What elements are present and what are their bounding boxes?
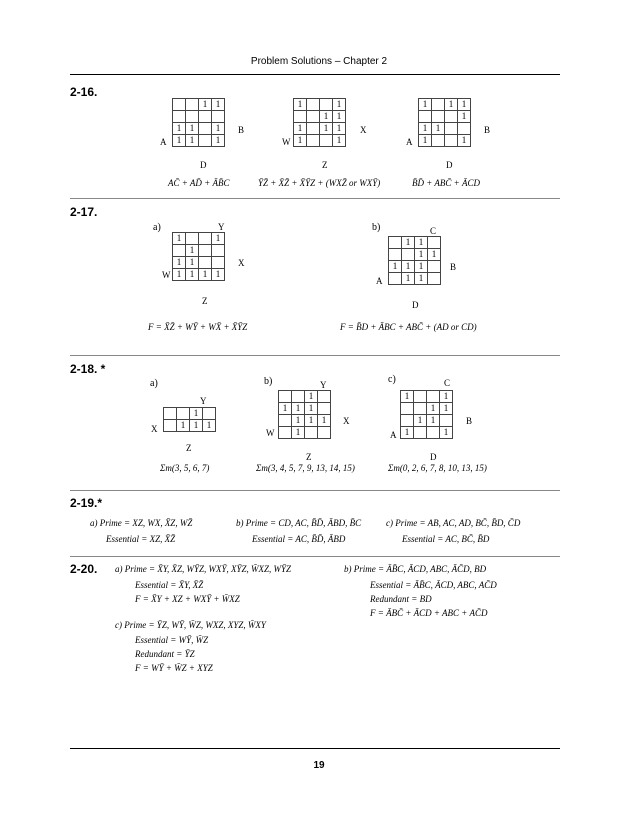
kmap-cell — [432, 135, 445, 147]
2-20-a-essential: Essential = X̄Y, X̄Z̄ — [135, 580, 204, 590]
kmap-cell: 1 — [190, 420, 203, 432]
kmap-var: X — [360, 125, 367, 135]
expr-2-16-1: AC̄ + AD̄ + ĀB̄C — [168, 178, 230, 188]
kmap-cell: 1 — [292, 403, 305, 415]
kmap-cell — [440, 415, 453, 427]
problem-2-17-label: 2-17. — [70, 205, 98, 219]
kmap-cell — [445, 123, 458, 135]
kmap-cell: 1 — [173, 233, 186, 245]
kmap-cell — [320, 135, 333, 147]
kmap-cell: 1 — [177, 420, 190, 432]
kmap-cell: 1 — [320, 111, 333, 123]
kmap-cell — [173, 245, 186, 257]
kmap-cell — [177, 408, 190, 420]
kmap-cell: 1 — [415, 273, 428, 285]
kmap-var: Z — [306, 452, 312, 462]
kmap-var: D — [446, 160, 453, 170]
kmap-cell: 1 — [186, 257, 199, 269]
kmap-cell: 1 — [333, 135, 346, 147]
kmap-cell — [212, 245, 225, 257]
kmap-cell: 1 — [427, 403, 440, 415]
kmap-cell: 1 — [415, 237, 428, 249]
kmap-cell: 1 — [294, 135, 307, 147]
kmap-cell — [419, 111, 432, 123]
kmap-var: Y — [200, 396, 207, 406]
kmap-cell — [164, 408, 177, 420]
kmap-cell: 1 — [186, 123, 199, 135]
kmap-cell: 1 — [440, 427, 453, 439]
2-20-b-prime: b) Prime = ĀB̄C, ĀCD, ABC, ĀC̄D, BD — [344, 564, 487, 574]
kmap-cell — [199, 245, 212, 257]
kmap-cell: 1 — [419, 99, 432, 111]
kmap-var: D — [200, 160, 207, 170]
part-a-label: a) — [153, 222, 161, 233]
kmap-2-18-b — [278, 390, 331, 439]
kmap-cell: 1 — [173, 269, 186, 281]
sum-2-18-a: Σm(3, 5, 6, 7) — [160, 463, 210, 473]
kmap-cell — [445, 111, 458, 123]
problem-2-18-label: 2-18. * — [70, 362, 106, 376]
part-c-label: c) — [388, 374, 396, 385]
kmap-cell: 1 — [212, 123, 225, 135]
kmap-cell: 1 — [415, 249, 428, 261]
kmap-cell: 1 — [212, 135, 225, 147]
kmap-var: A — [376, 276, 383, 286]
kmap-var: D — [430, 452, 437, 462]
kmap-var: A — [406, 137, 413, 147]
kmap-cell: 1 — [440, 403, 453, 415]
kmap-var: W — [266, 428, 275, 438]
expr-2-17-a: F = X̄Z̄ + WȲ + WX̄ + X̄ȲZ — [148, 322, 248, 332]
kmap-grid — [388, 236, 441, 285]
kmap-var: B — [466, 416, 473, 426]
kmap-var: B — [484, 125, 491, 135]
kmap-cell — [427, 427, 440, 439]
kmap-cell — [318, 427, 331, 439]
kmap-cell — [305, 427, 318, 439]
kmap-cell — [428, 261, 441, 273]
kmap-var: D — [412, 300, 419, 310]
kmap-var: W — [162, 270, 171, 280]
kmap-cell — [279, 415, 292, 427]
kmap-cell: 1 — [186, 245, 199, 257]
kmap-cell: 1 — [318, 415, 331, 427]
kmap-cell — [199, 233, 212, 245]
kmap-cell — [307, 123, 320, 135]
problem-2-16-label: 2-16. — [70, 85, 98, 99]
kmap-var: Z — [186, 443, 192, 453]
kmap-cell — [173, 111, 186, 123]
kmap-cell: 1 — [402, 261, 415, 273]
kmap-var: A — [390, 430, 397, 440]
kmap-cell — [445, 135, 458, 147]
kmap-var: B — [238, 125, 245, 135]
kmap-cell: 1 — [414, 415, 427, 427]
kmap-cell — [318, 391, 331, 403]
section-rule — [70, 355, 560, 356]
kmap-cell: 1 — [190, 408, 203, 420]
kmap-cell — [199, 111, 212, 123]
kmap-cell: 1 — [320, 123, 333, 135]
kmap-cell — [401, 403, 414, 415]
kmap-cell — [292, 391, 305, 403]
kmap-cell: 1 — [389, 261, 402, 273]
kmap-cell — [414, 427, 427, 439]
2-19-a-prime: a) Prime = XZ, WX, X̄Z, WZ̄ — [90, 518, 193, 528]
kmap-cell — [428, 237, 441, 249]
kmap-cell: 1 — [173, 123, 186, 135]
kmap-cell: 1 — [186, 269, 199, 281]
kmap-cell — [164, 420, 177, 432]
kmap-2-18-a — [163, 407, 216, 432]
kmap-cell — [307, 111, 320, 123]
2-20-c-function: F = WȲ + W̄Z + XYZ — [135, 663, 213, 673]
kmap-2-16-2 — [293, 98, 346, 147]
kmap-cell — [279, 391, 292, 403]
kmap-var: X — [151, 424, 158, 434]
kmap-2-16-1 — [172, 98, 225, 147]
kmap-grid — [418, 98, 471, 147]
kmap-cell: 1 — [419, 123, 432, 135]
kmap-var: B — [450, 262, 457, 272]
expr-2-16-3: B̄D̄ + ABC̄ + ĀCD — [412, 178, 480, 188]
kmap-cell: 1 — [212, 269, 225, 281]
header-rule — [70, 74, 560, 75]
kmap-var: C — [430, 226, 437, 236]
kmap-cell — [294, 111, 307, 123]
kmap-cell: 1 — [415, 261, 428, 273]
kmap-cell: 1 — [333, 99, 346, 111]
kmap-cell — [389, 273, 402, 285]
2-19-c-prime: c) Prime = AB, AC, AD, BC̄, B̄D, C̄D — [386, 518, 521, 528]
kmap-cell: 1 — [428, 249, 441, 261]
part-a-label: a) — [150, 378, 158, 389]
2-20-b-function: F = ĀBC̄ + ĀCD + ABC + AC̄D — [370, 608, 488, 618]
kmap-cell: 1 — [199, 269, 212, 281]
kmap-var: Z — [322, 160, 328, 170]
kmap-var: X — [343, 416, 350, 426]
kmap-cell: 1 — [173, 135, 186, 147]
kmap-cell — [414, 403, 427, 415]
kmap-cell — [279, 427, 292, 439]
kmap-cell — [307, 135, 320, 147]
kmap-cell: 1 — [402, 273, 415, 285]
kmap-cell: 1 — [458, 111, 471, 123]
kmap-cell — [389, 237, 402, 249]
kmap-cell — [186, 111, 199, 123]
kmap-cell: 1 — [445, 99, 458, 111]
kmap-cell: 1 — [203, 420, 216, 432]
kmap-cell: 1 — [186, 135, 199, 147]
kmap-cell — [432, 99, 445, 111]
kmap-cell — [414, 391, 427, 403]
2-20-c-prime: c) Prime = ȲZ, WȲ, W̄Z, WXZ, XYZ, W̄XY — [115, 620, 266, 630]
kmap-cell: 1 — [212, 99, 225, 111]
kmap-cell — [307, 99, 320, 111]
kmap-cell — [402, 249, 415, 261]
page-header: Problem Solutions – Chapter 2 — [250, 56, 388, 67]
sum-2-18-c: Σm(0, 2, 6, 7, 8, 10, 13, 15) — [388, 463, 487, 473]
expr-2-17-b: F = B̄D + ĀBC + ABC̄ + (AD or CD) — [340, 322, 477, 332]
kmap-cell: 1 — [294, 99, 307, 111]
section-rule — [70, 198, 560, 199]
kmap-cell: 1 — [199, 99, 212, 111]
expr-2-16-2: ȲZ̄ + X̄Z̄ + X̄ȲZ + (WXZ̄ or WXȲ) — [258, 178, 381, 188]
kmap-cell: 1 — [292, 427, 305, 439]
footer-rule — [70, 748, 560, 749]
problem-2-19-label: 2-19.* — [70, 496, 103, 510]
kmap-cell: 1 — [212, 233, 225, 245]
kmap-var: C — [444, 378, 451, 388]
kmap-cell: 1 — [294, 123, 307, 135]
kmap-cell — [173, 99, 186, 111]
kmap-cell: 1 — [292, 415, 305, 427]
kmap-cell: 1 — [401, 427, 414, 439]
2-20-c-redundant: Redundant = ȲZ — [135, 649, 195, 659]
kmap-cell — [318, 403, 331, 415]
kmap-cell — [186, 99, 199, 111]
kmap-cell: 1 — [279, 403, 292, 415]
kmap-grid — [278, 390, 331, 439]
2-20-c-essential: Essential = WȲ, W̄Z — [135, 635, 209, 645]
kmap-grid — [172, 98, 225, 147]
kmap-cell — [401, 415, 414, 427]
2-20-b-redundant: Redundant = BD — [370, 594, 432, 604]
sum-2-18-b: Σm(3, 4, 5, 7, 9, 13, 14, 15) — [256, 463, 355, 473]
kmap-cell: 1 — [440, 391, 453, 403]
2-19-b-essential: Essential = AC, B̄D̄, ĀBD — [252, 534, 346, 544]
2-19-a-essential: Essential = XZ, X̄Z̄ — [106, 534, 176, 544]
kmap-cell: 1 — [305, 391, 318, 403]
kmap-cell — [199, 257, 212, 269]
kmap-cell: 1 — [458, 135, 471, 147]
kmap-cell: 1 — [305, 403, 318, 415]
kmap-cell — [389, 249, 402, 261]
kmap-cell — [212, 111, 225, 123]
kmap-cell: 1 — [427, 415, 440, 427]
kmap-var: Z — [202, 296, 208, 306]
kmap-2-18-c — [400, 390, 453, 439]
page-number: 19 — [313, 760, 325, 771]
kmap-cell: 1 — [173, 257, 186, 269]
2-19-b-prime: b) Prime = CD, AC, B̄D̄, ĀBD, B̄C — [236, 518, 362, 528]
2-19-c-essential: Essential = AC, BC̄, B̄D — [402, 534, 490, 544]
kmap-2-17-a — [172, 232, 225, 281]
kmap-grid — [293, 98, 346, 147]
problem-2-20-label: 2-20. — [70, 562, 98, 576]
section-rule — [70, 490, 560, 491]
kmap-2-16-3 — [418, 98, 471, 147]
kmap-var: X — [238, 258, 245, 268]
2-20-a-function: F = X̄Y + XZ + WXȲ + W̄XZ — [135, 594, 240, 604]
kmap-cell: 1 — [402, 237, 415, 249]
kmap-cell: 1 — [432, 123, 445, 135]
kmap-cell — [212, 257, 225, 269]
kmap-cell — [432, 111, 445, 123]
kmap-cell: 1 — [333, 111, 346, 123]
kmap-cell — [199, 123, 212, 135]
kmap-cell: 1 — [401, 391, 414, 403]
kmap-cell — [458, 123, 471, 135]
kmap-cell: 1 — [333, 123, 346, 135]
kmap-var: A — [160, 137, 167, 147]
kmap-cell — [203, 408, 216, 420]
kmap-var: Y — [218, 222, 225, 232]
kmap-var: Y — [320, 380, 327, 390]
kmap-grid — [163, 407, 216, 432]
kmap-cell — [199, 135, 212, 147]
kmap-grid — [400, 390, 453, 439]
kmap-cell — [320, 99, 333, 111]
kmap-cell: 1 — [305, 415, 318, 427]
kmap-grid — [172, 232, 225, 281]
2-20-a-prime: a) Prime = X̄Y, X̄Z, WȲZ, WXȲ, XȲZ, W̄XZ, WȲZ — [115, 564, 292, 574]
kmap-var: W — [282, 137, 291, 147]
kmap-2-17-b — [388, 236, 441, 285]
kmap-cell: 1 — [458, 99, 471, 111]
kmap-cell: 1 — [419, 135, 432, 147]
kmap-cell — [427, 391, 440, 403]
2-20-b-essential: Essential = ĀB̄C, ĀCD, ABC, AC̄D — [370, 580, 497, 590]
kmap-cell — [428, 273, 441, 285]
section-rule — [70, 556, 560, 557]
part-b-label: b) — [264, 376, 273, 387]
part-b-label: b) — [372, 222, 381, 233]
kmap-cell — [186, 233, 199, 245]
